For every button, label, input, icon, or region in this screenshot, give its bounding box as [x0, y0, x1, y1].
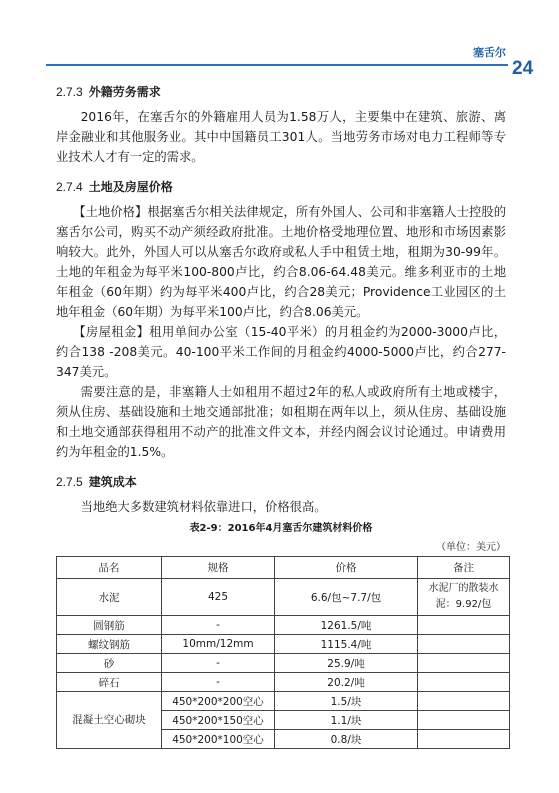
table-row — [57, 579, 510, 616]
table-row — [57, 673, 510, 692]
header-rule — [46, 64, 508, 66]
table-row — [57, 616, 510, 635]
table-unit: （单位：美元） — [436, 542, 506, 553]
paragraph-construction-cost: 当地绝大多数建筑材料依靠进口，价格很高。 — [80, 500, 327, 514]
cell-spec: 450*200*150空心 — [162, 711, 275, 730]
header-country: 塞舌尔 — [473, 46, 506, 59]
cell-note — [418, 692, 510, 711]
cell-note — [418, 711, 510, 730]
cell-name: 圆钢筋 — [57, 616, 162, 635]
cell-note: 水泥厂的散装水泥：9.92/包 — [418, 579, 510, 616]
cell-spec: 450*200*200空心 — [162, 692, 275, 711]
cell-note — [418, 730, 510, 749]
cell-note — [418, 654, 510, 673]
paragraph-foreign-labor: 2016年，在塞舌尔的外籍雇用人员为1.58万人，主要集中在建筑、旅游、离岸金融业和其他服务业。其中中国籍员工301人。当地劳务市场对电力工程师等专业技术人才有一定的需求。 — [56, 110, 506, 164]
cell-price: 1261.5/吨 — [275, 616, 418, 635]
cell-price: 20.2/吨 — [275, 673, 418, 692]
section-heading-2-7-4: 2.7.4 土地及房屋价格 — [56, 180, 173, 194]
table-row — [57, 635, 510, 654]
header-price: 价格 — [275, 557, 418, 579]
cell-name: 碎石 — [57, 673, 162, 692]
paragraph-land-price: 【土地价格】根据塞舌尔相关法律规定，所有外国人、公司和非塞籍人士控股的塞舌尔公司，购买不动产须经政府批准。土地价格受地理位置、地形和市场因素影响较大。此外，外国人可以从塞舌尔政府或私人手中租赁土地，租期为30-99年。土地的年租金为每平米100-800卢比，约合8.06-64.48美元。维多利亚市的土地年租金（60年期）约为每平米400卢比，约合28美元；Providence工业园区的土地年租金（60年期）为每平米100卢比，约合8.06美元。 — [56, 205, 506, 319]
table-caption: 表2-9：2016年4月塞舌尔建筑材料价格 — [189, 523, 373, 534]
cell-spec: - — [162, 673, 275, 692]
cell-price: 1.5/块 — [275, 692, 418, 711]
cell-spec: 450*200*100空心 — [162, 730, 275, 749]
cell-name: 螺纹钢筋 — [57, 635, 162, 654]
header-spec: 规格 — [162, 557, 275, 579]
cell-spec: 425 — [162, 579, 275, 616]
cell-note — [418, 635, 510, 654]
page-number: 24 — [512, 58, 534, 79]
cell-price: 1.1/块 — [275, 711, 418, 730]
table-row — [57, 692, 510, 711]
cell-note — [418, 673, 510, 692]
table-header-row — [57, 557, 510, 579]
section-heading-2-7-5: 2.7.5 建筑成本 — [56, 475, 137, 489]
cell-price: 0.8/块 — [275, 730, 418, 749]
cell-spec: - — [162, 616, 275, 635]
cell-price: 25.9/吨 — [275, 654, 418, 673]
table-row — [57, 654, 510, 673]
materials-price-table — [56, 556, 510, 749]
cell-price: 6.6/包~7.7/包 — [275, 579, 418, 616]
paragraph-notice: 需要注意的是，非塞籍人士如租用不超过2年的私人或政府所有土地或楼宇，须从住房、基础设施和土地交通部批准；如租期在两年以上，须从住房、基础设施和土地交通部获得租用不动产的批准文件文本，并经内阁会议讨论通过。申请费用约为年租金的1.5%。 — [56, 385, 506, 459]
cell-name: 砂 — [57, 654, 162, 673]
paragraph-house-rent: 【房屋租金】租用单间办公室（15-40平米）的月租金约为2000-3000卢比，约合138 -208美元。40-100平米工作间的月租金约4000-5000卢比，约合277-347美元。 — [56, 325, 506, 379]
header-note: 备注 — [418, 557, 510, 579]
cell-spec: - — [162, 654, 275, 673]
cell-name-block: 混凝土空心砌块 — [57, 692, 162, 749]
page-content — [56, 72, 506, 749]
cell-spec: 10mm/12mm — [162, 635, 275, 654]
section-heading-2-7-3: 2.7.3 外籍劳务需求 — [56, 85, 161, 99]
header-name: 品名 — [57, 557, 162, 579]
cell-price: 1115.4/吨 — [275, 635, 418, 654]
cell-name: 水泥 — [57, 579, 162, 616]
cell-note — [418, 616, 510, 635]
